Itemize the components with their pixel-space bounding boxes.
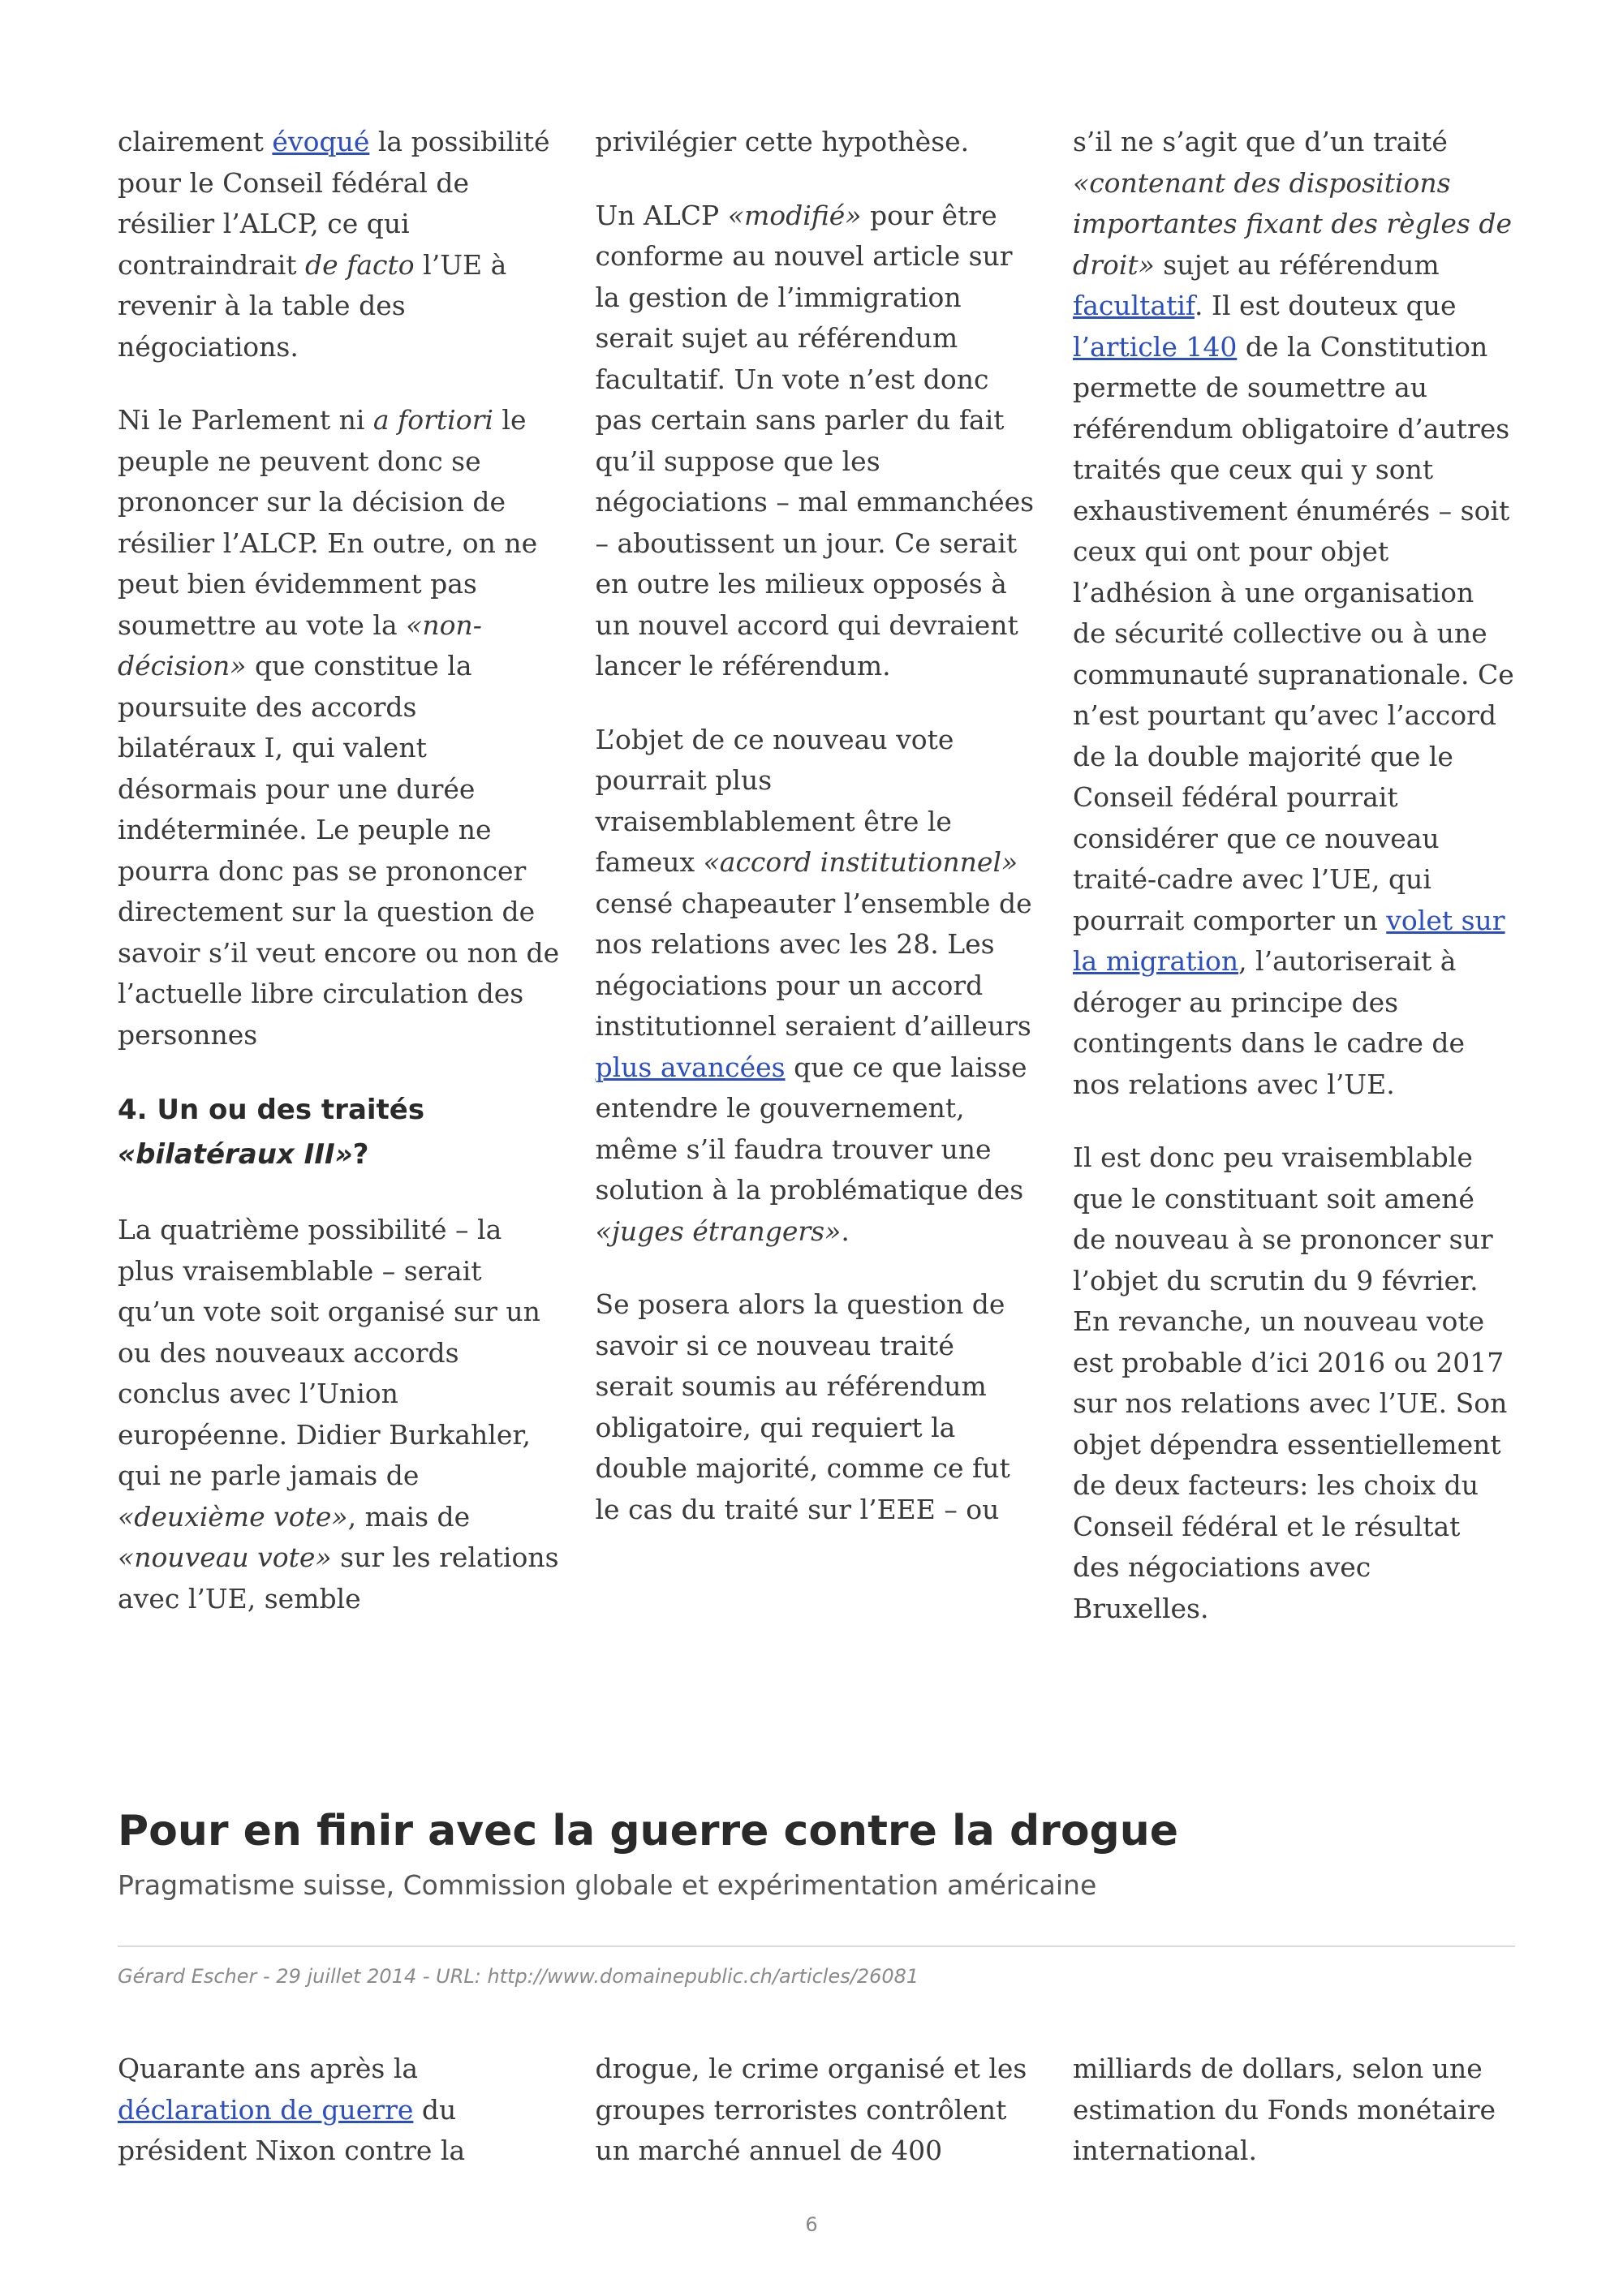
- emphasis-text: a fortiori: [372, 404, 493, 436]
- text-run: L’objet de ce nouveau vote pourrait plus vraisemblablement être le fameux: [595, 723, 954, 878]
- text-run: du président Nixon contre la: [118, 2093, 466, 2166]
- emphasis-text: de facto: [305, 248, 415, 281]
- inline-link[interactable]: déclaration de guerre: [118, 2093, 414, 2126]
- emphasis-text: «deuxième vote»: [118, 1500, 348, 1533]
- text-run: , l’autoriserait à déroger au principe des contingents dans le cadre de nos relations avec l’UE.: [1073, 945, 1466, 1100]
- text-run: privilégier cette hypothèse.: [595, 126, 970, 157]
- article-title: Pour en finir avec la guerre contre la drogue: [118, 1807, 1179, 1855]
- article-header: [118, 1803, 1515, 1901]
- paragraph: [596, 2049, 1038, 2172]
- emphasis-text: «modifié»: [727, 199, 862, 231]
- text-run: s’il ne s’agit que d’un traité: [1073, 126, 1448, 157]
- section-heading: [118, 1088, 560, 1177]
- column-1: [118, 122, 560, 1629]
- text-run: censé chapeauter l’ensemble de nos relations avec les 28. Les négociations pour un accord institutionnel seraient d’ailleurs: [595, 887, 1032, 1042]
- paragraph: [596, 122, 1038, 163]
- emphasis-text: «juges étrangers»: [595, 1215, 842, 1247]
- inline-link[interactable]: évoqué: [272, 126, 370, 157]
- paragraph: [1073, 2049, 1515, 2172]
- column-2: [596, 122, 1038, 1629]
- text-run: sujet au référendum: [1154, 248, 1440, 281]
- emphasis-text: «nouveau vote»: [118, 1541, 332, 1573]
- column-3: [1073, 2049, 1515, 2172]
- paragraph: [1073, 1137, 1515, 1629]
- text-run: de la Constitution permette de soumettre au référendum obligatoire d’autres traités que ceux qui y sont exhaustivement énumérés – soit ceux qui ont pour objet l’adhésion à une organisation de sécurité collective ou à une communauté supranationale. Ce n’est pourtant qu’avec l’accord de la double majorité que le Conseil fédéral pourrait considérer que ce nouveau traité-cadre avec l’UE, qui pourrait comporter un: [1073, 330, 1514, 936]
- text-run: la possibilité pour le Conseil fédéral de résilier l’ALCP, ce qui contraindrait: [118, 126, 550, 281]
- text-run: ?: [352, 1138, 369, 1171]
- text-run: Un ALCP: [595, 199, 728, 231]
- inline-link[interactable]: l’article 140: [1073, 330, 1238, 363]
- inline-link[interactable]: volet sur la migration: [1073, 904, 1505, 977]
- paragraph: [118, 2049, 560, 2172]
- text-run: que ce que laisse entendre le gouvernement, même s’il faudra trouver une solution à la problématique des: [595, 1051, 1027, 1206]
- paragraph: [596, 720, 1038, 1253]
- article-continuation: [118, 122, 1515, 1629]
- inline-link[interactable]: facultatif: [1073, 290, 1195, 321]
- text-run: l’UE à revenir à la table des négociations.: [118, 248, 507, 363]
- text-run: Il est donc peu vraisemblable que le constituant soit amené de nouveau à se prononcer sur l’objet du scrutin du 9 février. En revanche, un nouveau vote est probable d’ici 2016 ou 2017 sur nos relations avec l’UE. Son objet dépendra essentiellement de deux facteurs: les choix du Conseil fédéral et le résultat des négociations avec Bruxelles.: [1073, 1142, 1508, 1624]
- emphasis-text: «contenant des dispositions importantes fixant des règles de droit»: [1073, 166, 1512, 281]
- column-3: [1073, 122, 1515, 1629]
- page-number: 6: [805, 2213, 818, 2236]
- text-run: pour être conforme au nouvel article sur la gestion de l’immigration serait sujet au référendum facultatif. Un vote n’est donc pas certain sans parler du fait qu’il suppose que les négociations – mal emmanchées – aboutissent un jour. Ce serait en outre les milieux opposés à un nouvel accord qui devraient lancer le référendum.: [595, 199, 1035, 681]
- text-run: .: [841, 1215, 850, 1247]
- article-subtitle: Pragmatisme suisse, Commission globale et expérimentation américaine: [118, 1869, 1097, 1901]
- text-run: . Il est douteux que: [1194, 290, 1457, 321]
- text-run: le peuple ne peuvent donc se prononcer sur la décision de résilier l’ALCP. En outre, on ne peut bien évidemment pas soumettre au vote la: [118, 404, 538, 641]
- paragraph: [596, 196, 1038, 687]
- paragraph: [118, 400, 560, 1056]
- paragraph: [1073, 122, 1515, 1105]
- paragraph: [118, 122, 560, 368]
- text-run: 4. Un ou des traités: [118, 1094, 425, 1126]
- text-run: Ni le Parlement ni: [118, 404, 373, 436]
- text-run: drogue, le crime organisé et les groupes terroristes contrôlent un marché annuel de 400: [595, 2053, 1027, 2166]
- text-run: milliards de dollars, selon une estimation du Fonds monétaire international.: [1073, 2053, 1496, 2166]
- text-run: La quatrième possibilité – la plus vraisemblable – serait qu’un vote soit organisé sur un ou des nouveaux accords conclus avec l’Union européenne. Didier Burkahler, qui ne parle jamais de: [118, 1214, 540, 1491]
- text-run: Quarante ans après la: [118, 2053, 419, 2084]
- paragraph: [118, 1210, 560, 1619]
- emphasis-text: «bilatéraux III»: [118, 1138, 353, 1171]
- emphasis-text: «accord institutionnel»: [703, 846, 1018, 878]
- article-body: [118, 2049, 1515, 2172]
- paragraph: [596, 1284, 1038, 1530]
- emphasis-text: «non-décision»: [118, 608, 482, 681]
- column-2: [596, 2049, 1038, 2172]
- text-run: Se posera alors la question de savoir si ce nouveau traité serait soumis au référendum obligatoire, qui requiert la double majorité, comme ce fut le cas du traité sur l’EEE – ou: [595, 1288, 1010, 1525]
- inline-link[interactable]: plus avancées: [595, 1051, 786, 1083]
- text-run: que constitue la poursuite des accords bilatéraux I, qui valent désormais pour une durée indéterminée. Le peuple ne pourra donc pas se prononcer directement sur la question de savoir s’il veut encore ou non de l’actuelle libre circulation des personnes: [118, 650, 560, 1051]
- text-run: , mais de: [347, 1500, 471, 1533]
- column-1: [118, 2049, 560, 2172]
- text-run: clairement: [118, 126, 273, 157]
- text-run: sur les relations avec l’UE, semble: [118, 1541, 559, 1615]
- article-meta: Gérard Escher - 29 juillet 2014 - URL: http://www.domainepublic.ch/articles/26081: [118, 1965, 919, 1988]
- divider: [118, 1946, 1515, 1947]
